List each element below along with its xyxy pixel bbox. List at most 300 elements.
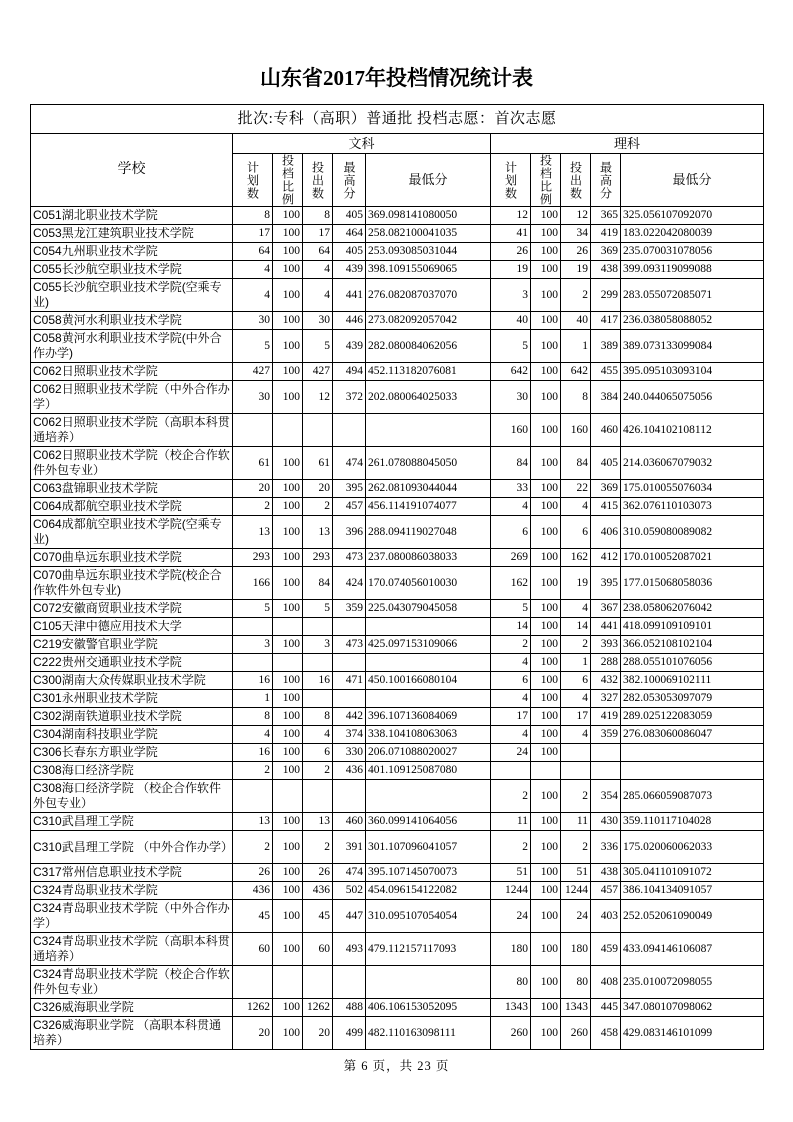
- row-wenke-out: 13: [303, 516, 333, 549]
- row-like-plan: 6: [491, 516, 531, 549]
- row-like-plan: 11: [491, 813, 531, 831]
- row-wenke-low: 276.082087037070: [366, 279, 491, 312]
- row-wenke-ratio: 100: [273, 864, 303, 882]
- row-wenke-plan: [233, 654, 273, 672]
- row-like-high: 408: [591, 966, 621, 999]
- row-school-name: C062日照职业技术学院: [31, 363, 233, 381]
- table-row: [31, 207, 764, 225]
- row-wenke-high: 488: [333, 999, 366, 1017]
- row-like-ratio: 100: [531, 900, 561, 933]
- row-like-plan: 33: [491, 480, 531, 498]
- table-row: [31, 381, 764, 414]
- row-like-ratio: 100: [531, 312, 561, 330]
- row-wenke-plan: 1: [233, 690, 273, 708]
- row-like-high: [591, 762, 621, 780]
- row-like-plan: 51: [491, 864, 531, 882]
- table-row: [31, 567, 764, 600]
- row-like-high: 369: [591, 480, 621, 498]
- row-wenke-out: [303, 690, 333, 708]
- row-wenke-out: 4: [303, 261, 333, 279]
- row-wenke-ratio: 100: [273, 261, 303, 279]
- page-title: 山东省2017年投档情况统计表: [260, 66, 533, 90]
- row-like-out: [561, 744, 591, 762]
- row-like-high: 327: [591, 690, 621, 708]
- row-like-ratio: 100: [531, 726, 561, 744]
- row-like-low: 366.052108102104: [621, 636, 764, 654]
- row-wenke-high: 499: [333, 1017, 366, 1050]
- row-wenke-out: 8: [303, 708, 333, 726]
- row-like-ratio: 100: [531, 882, 561, 900]
- row-like-out: 1: [561, 330, 591, 363]
- row-wenke-high: 473: [333, 549, 366, 567]
- row-like-ratio: 100: [531, 690, 561, 708]
- row-wenke-out: 13: [303, 813, 333, 831]
- row-school-name: C053黑龙江建筑职业技术学院: [31, 225, 233, 243]
- row-wenke-ratio: 100: [273, 900, 303, 933]
- row-like-low: 283.055072085071: [621, 279, 764, 312]
- row-school-name: C064成都航空职业技术学院(空乘专业): [31, 516, 233, 549]
- row-wenke-low: 288.094119027048: [366, 516, 491, 549]
- row-wenke-out: 30: [303, 312, 333, 330]
- row-like-high: 455: [591, 363, 621, 381]
- row-like-high: 384: [591, 381, 621, 414]
- row-school-name: C054九州职业技术学院: [31, 243, 233, 261]
- row-like-low: 235.010072098055: [621, 966, 764, 999]
- table-row: [31, 933, 764, 966]
- table-row: [31, 600, 764, 618]
- row-school-name: C310武昌理工学院 （中外合作办学）: [31, 831, 233, 864]
- row-school-name: C306长春东方职业学院: [31, 744, 233, 762]
- row-school-name: C070曲阜远东职业技术学院: [31, 549, 233, 567]
- row-like-plan: 1244: [491, 882, 531, 900]
- table-row: [31, 330, 764, 363]
- row-like-plan: 4: [491, 498, 531, 516]
- row-like-ratio: 100: [531, 744, 561, 762]
- row-wenke-out: [303, 966, 333, 999]
- row-like-high: 389: [591, 330, 621, 363]
- row-school-name: C304湖南科技职业学院: [31, 726, 233, 744]
- row-wenke-low: 338.104108063063: [366, 726, 491, 744]
- row-like-plan: 84: [491, 447, 531, 480]
- row-wenke-out: 61: [303, 447, 333, 480]
- row-wenke-plan: [233, 414, 273, 447]
- row-wenke-high: 447: [333, 900, 366, 933]
- row-wenke-high: 330: [333, 744, 366, 762]
- row-like-plan: 3: [491, 279, 531, 312]
- row-wenke-high: 391: [333, 831, 366, 864]
- row-wenke-ratio: 100: [273, 813, 303, 831]
- row-wenke-high: 460: [333, 813, 366, 831]
- row-like-low: 395.095103093104: [621, 363, 764, 381]
- row-like-out: 51: [561, 864, 591, 882]
- row-like-plan: 41: [491, 225, 531, 243]
- row-like-plan: 160: [491, 414, 531, 447]
- row-wenke-low: 369.098141080050: [366, 207, 491, 225]
- table-row: [31, 516, 764, 549]
- row-like-out: 80: [561, 966, 591, 999]
- row-wenke-low: 273.082092057042: [366, 312, 491, 330]
- row-wenke-plan: 8: [233, 207, 273, 225]
- row-wenke-plan: 45: [233, 900, 273, 933]
- row-wenke-plan: 4: [233, 279, 273, 312]
- row-like-low: 170.010052087021: [621, 549, 764, 567]
- row-wenke-ratio: 100: [273, 381, 303, 414]
- header-wenke-high: 最高分: [333, 154, 366, 207]
- table-row: [31, 618, 764, 636]
- row-like-high: 367: [591, 600, 621, 618]
- row-wenke-high: 464: [333, 225, 366, 243]
- row-school-name: C064成都航空职业技术学院: [31, 498, 233, 516]
- header-like-low: 最低分: [621, 154, 764, 207]
- table-row: [31, 726, 764, 744]
- row-wenke-low: 253.093085031044: [366, 243, 491, 261]
- row-wenke-ratio: 100: [273, 363, 303, 381]
- row-like-ratio: 100: [531, 708, 561, 726]
- row-like-low: 282.053053097079: [621, 690, 764, 708]
- row-wenke-low: 454.096154122082: [366, 882, 491, 900]
- row-like-high: 419: [591, 225, 621, 243]
- row-wenke-low: 170.074056010030: [366, 567, 491, 600]
- row-wenke-ratio: 100: [273, 726, 303, 744]
- row-like-high: 393: [591, 636, 621, 654]
- row-like-plan: 30: [491, 381, 531, 414]
- table-row: [31, 549, 764, 567]
- row-wenke-low: 237.080086038033: [366, 549, 491, 567]
- row-like-low: 175.010055076034: [621, 480, 764, 498]
- row-wenke-low: 482.110163098111: [366, 1017, 491, 1050]
- row-wenke-high: 473: [333, 636, 366, 654]
- row-like-ratio: 100: [531, 780, 561, 813]
- row-like-out: 4: [561, 690, 591, 708]
- row-wenke-high: 405: [333, 243, 366, 261]
- row-like-low: 426.104102108112: [621, 414, 764, 447]
- row-school-name: C310武昌理工学院: [31, 813, 233, 831]
- row-wenke-out: 60: [303, 933, 333, 966]
- row-wenke-plan: 60: [233, 933, 273, 966]
- table-row: [31, 225, 764, 243]
- row-wenke-low: 282.080084062056: [366, 330, 491, 363]
- row-wenke-low: 225.043079045058: [366, 600, 491, 618]
- row-wenke-high: 442: [333, 708, 366, 726]
- row-like-out: [561, 762, 591, 780]
- row-wenke-ratio: 100: [273, 225, 303, 243]
- row-like-plan: 40: [491, 312, 531, 330]
- row-like-low: 289.025122083059: [621, 708, 764, 726]
- row-like-ratio: 100: [531, 243, 561, 261]
- row-wenke-ratio: 100: [273, 516, 303, 549]
- row-wenke-high: 374: [333, 726, 366, 744]
- row-like-high: 445: [591, 999, 621, 1017]
- row-wenke-ratio: [273, 618, 303, 636]
- row-like-plan: 2: [491, 831, 531, 864]
- row-wenke-out: 84: [303, 567, 333, 600]
- statistics-table-container: [30, 104, 763, 1050]
- row-wenke-plan: 5: [233, 330, 273, 363]
- row-like-low: 177.015068058036: [621, 567, 764, 600]
- row-like-out: 2: [561, 636, 591, 654]
- table-row: [31, 762, 764, 780]
- row-wenke-high: 474: [333, 447, 366, 480]
- row-wenke-ratio: 100: [273, 600, 303, 618]
- row-like-ratio: 100: [531, 864, 561, 882]
- row-wenke-ratio: 100: [273, 831, 303, 864]
- row-school-name: C324青岛职业技术学院（校企合作软件外包专业）: [31, 966, 233, 999]
- row-like-high: 405: [591, 447, 621, 480]
- row-like-low: 418.099109109101: [621, 618, 764, 636]
- row-wenke-high: 439: [333, 330, 366, 363]
- header-wenke-ratio: 投档比例: [273, 154, 303, 207]
- table-row: [31, 243, 764, 261]
- row-wenke-out: 2: [303, 831, 333, 864]
- table-row: [31, 744, 764, 762]
- row-like-high: 415: [591, 498, 621, 516]
- row-like-out: 180: [561, 933, 591, 966]
- row-wenke-plan: 2: [233, 831, 273, 864]
- row-wenke-out: [303, 654, 333, 672]
- row-like-high: 438: [591, 261, 621, 279]
- row-wenke-ratio: 100: [273, 744, 303, 762]
- row-wenke-plan: 13: [233, 516, 273, 549]
- row-school-name: C326威海职业学院: [31, 999, 233, 1017]
- header-like-ratio: 投档比例: [531, 154, 561, 207]
- row-wenke-ratio: 100: [273, 636, 303, 654]
- row-like-plan: 1343: [491, 999, 531, 1017]
- row-wenke-plan: [233, 780, 273, 813]
- row-wenke-low: 206.071088020027: [366, 744, 491, 762]
- row-wenke-low: 425.097153109066: [366, 636, 491, 654]
- row-wenke-ratio: 100: [273, 279, 303, 312]
- row-wenke-plan: 5: [233, 600, 273, 618]
- row-wenke-plan: 26: [233, 864, 273, 882]
- row-wenke-plan: 17: [233, 225, 273, 243]
- row-like-high: 354: [591, 780, 621, 813]
- row-wenke-low: 202.080064025033: [366, 381, 491, 414]
- row-like-out: 642: [561, 363, 591, 381]
- row-like-high: 441: [591, 618, 621, 636]
- row-school-name: C301永州职业技术学院: [31, 690, 233, 708]
- row-wenke-low: 452.113182076081: [366, 363, 491, 381]
- row-wenke-out: 20: [303, 480, 333, 498]
- row-wenke-high: [333, 966, 366, 999]
- row-like-out: 2: [561, 780, 591, 813]
- row-school-name: C058黄河水利职业技术学院(中外合作办学): [31, 330, 233, 363]
- row-wenke-plan: 1262: [233, 999, 273, 1017]
- row-wenke-plan: 427: [233, 363, 273, 381]
- row-wenke-ratio: 100: [273, 498, 303, 516]
- row-wenke-ratio: 100: [273, 330, 303, 363]
- row-wenke-low: 301.107096041057: [366, 831, 491, 864]
- row-wenke-out: 2: [303, 762, 333, 780]
- row-like-low: 235.070031078056: [621, 243, 764, 261]
- row-wenke-low: 310.095107054054: [366, 900, 491, 933]
- row-like-low: 362.076110103073: [621, 498, 764, 516]
- row-like-plan: 19: [491, 261, 531, 279]
- row-wenke-plan: 16: [233, 744, 273, 762]
- row-wenke-plan: 30: [233, 381, 273, 414]
- row-wenke-high: 395: [333, 480, 366, 498]
- row-like-low: 386.104134091057: [621, 882, 764, 900]
- row-like-ratio: 100: [531, 618, 561, 636]
- row-like-low: 288.055101076056: [621, 654, 764, 672]
- row-wenke-low: 395.107145070073: [366, 864, 491, 882]
- row-wenke-low: 258.082100041035: [366, 225, 491, 243]
- row-like-out: 6: [561, 672, 591, 690]
- row-wenke-plan: 61: [233, 447, 273, 480]
- row-school-name: C317常州信息职业技术学院: [31, 864, 233, 882]
- row-wenke-out: 293: [303, 549, 333, 567]
- row-like-ratio: 100: [531, 207, 561, 225]
- row-like-ratio: 100: [531, 654, 561, 672]
- row-school-name: C219安徽警官职业学院: [31, 636, 233, 654]
- row-wenke-ratio: 100: [273, 207, 303, 225]
- row-like-plan: 162: [491, 567, 531, 600]
- row-wenke-plan: 64: [233, 243, 273, 261]
- row-like-out: 1343: [561, 999, 591, 1017]
- row-like-high: 395: [591, 567, 621, 600]
- row-school-name: C308海口经济学院: [31, 762, 233, 780]
- row-like-out: 2: [561, 831, 591, 864]
- row-wenke-plan: 2: [233, 762, 273, 780]
- header-wenke-out: 投出数: [303, 154, 333, 207]
- row-wenke-high: 436: [333, 762, 366, 780]
- row-like-out: 6: [561, 516, 591, 549]
- row-like-ratio: 100: [531, 1017, 561, 1050]
- batch-subtitle: 批次:专科（高职）普通批 投档志愿：首次志愿: [31, 105, 764, 134]
- row-like-low: 238.058062076042: [621, 600, 764, 618]
- row-like-low: 382.100069102111: [621, 672, 764, 690]
- row-like-ratio: 100: [531, 363, 561, 381]
- table-row: [31, 708, 764, 726]
- row-like-out: 12: [561, 207, 591, 225]
- row-like-high: 419: [591, 708, 621, 726]
- row-wenke-high: 396: [333, 516, 366, 549]
- row-wenke-low: [366, 414, 491, 447]
- table-row: [31, 882, 764, 900]
- row-wenke-out: 16: [303, 672, 333, 690]
- row-like-ratio: 100: [531, 549, 561, 567]
- row-wenke-high: 446: [333, 312, 366, 330]
- row-wenke-low: [366, 618, 491, 636]
- row-wenke-out: 64: [303, 243, 333, 261]
- row-like-high: 432: [591, 672, 621, 690]
- page-footer: 第 6 页，共 23 页: [343, 1059, 450, 1073]
- row-wenke-low: 396.107136084069: [366, 708, 491, 726]
- row-like-ratio: 100: [531, 225, 561, 243]
- row-wenke-low: [366, 966, 491, 999]
- row-wenke-ratio: [273, 780, 303, 813]
- row-like-ratio: 100: [531, 999, 561, 1017]
- row-wenke-out: 3: [303, 636, 333, 654]
- row-wenke-plan: [233, 618, 273, 636]
- row-school-name: C324青岛职业技术学院（高职本科贯通培养）: [31, 933, 233, 966]
- row-wenke-ratio: 100: [273, 672, 303, 690]
- row-like-low: 347.080107098062: [621, 999, 764, 1017]
- row-wenke-ratio: 100: [273, 882, 303, 900]
- group-header-science: 理科: [491, 134, 764, 154]
- table-row: [31, 363, 764, 381]
- row-like-plan: 4: [491, 690, 531, 708]
- table-body: [31, 207, 764, 1050]
- row-like-ratio: 100: [531, 414, 561, 447]
- row-wenke-high: [333, 654, 366, 672]
- row-like-low: 236.038058088052: [621, 312, 764, 330]
- row-like-plan: 5: [491, 600, 531, 618]
- row-wenke-out: 20: [303, 1017, 333, 1050]
- row-wenke-high: 372: [333, 381, 366, 414]
- subtitle-row: [31, 105, 764, 134]
- row-school-name: C055长沙航空职业技术学院: [31, 261, 233, 279]
- row-like-low: 399.093119099088: [621, 261, 764, 279]
- row-wenke-ratio: 100: [273, 999, 303, 1017]
- row-like-out: 19: [561, 261, 591, 279]
- row-like-high: 459: [591, 933, 621, 966]
- row-like-high: 299: [591, 279, 621, 312]
- row-like-high: 458: [591, 1017, 621, 1050]
- row-wenke-plan: 3: [233, 636, 273, 654]
- row-like-low: 252.052061090049: [621, 900, 764, 933]
- row-like-ratio: 100: [531, 567, 561, 600]
- row-like-ratio: 100: [531, 330, 561, 363]
- table-row: [31, 480, 764, 498]
- row-wenke-out: 6: [303, 744, 333, 762]
- row-wenke-high: 502: [333, 882, 366, 900]
- row-like-high: 403: [591, 900, 621, 933]
- row-wenke-ratio: 100: [273, 690, 303, 708]
- row-like-out: 84: [561, 447, 591, 480]
- table-row: [31, 261, 764, 279]
- row-like-ratio: 100: [531, 600, 561, 618]
- row-like-high: 406: [591, 516, 621, 549]
- row-wenke-plan: 2: [233, 498, 273, 516]
- table-row: [31, 312, 764, 330]
- row-wenke-ratio: 100: [273, 447, 303, 480]
- table-row: [31, 831, 764, 864]
- row-wenke-plan: 436: [233, 882, 273, 900]
- row-wenke-plan: 20: [233, 480, 273, 498]
- row-like-plan: 24: [491, 744, 531, 762]
- row-like-low: 276.083060086047: [621, 726, 764, 744]
- row-wenke-high: 359: [333, 600, 366, 618]
- row-like-out: 19: [561, 567, 591, 600]
- row-like-ratio: 100: [531, 480, 561, 498]
- row-school-name: C058黄河水利职业技术学院: [31, 312, 233, 330]
- row-like-high: [591, 744, 621, 762]
- row-wenke-out: 1262: [303, 999, 333, 1017]
- row-school-name: C063盘锦职业技术学院: [31, 480, 233, 498]
- row-like-ratio: 100: [531, 381, 561, 414]
- row-wenke-out: 4: [303, 726, 333, 744]
- row-like-high: 457: [591, 882, 621, 900]
- row-wenke-ratio: 100: [273, 567, 303, 600]
- row-like-plan: 24: [491, 900, 531, 933]
- row-like-out: 17: [561, 708, 591, 726]
- header-wenke-plan: 计划数: [233, 154, 273, 207]
- header-wenke-low: 最低分: [366, 154, 491, 207]
- row-school-name: C324青岛职业技术学院: [31, 882, 233, 900]
- row-like-plan: 80: [491, 966, 531, 999]
- row-like-high: 336: [591, 831, 621, 864]
- row-wenke-high: [333, 690, 366, 708]
- row-like-plan: 5: [491, 330, 531, 363]
- row-like-ratio: 100: [531, 516, 561, 549]
- row-wenke-low: [366, 780, 491, 813]
- row-like-high: 438: [591, 864, 621, 882]
- row-like-plan: 17: [491, 708, 531, 726]
- row-like-plan: [491, 762, 531, 780]
- row-like-out: 8: [561, 381, 591, 414]
- row-wenke-high: [333, 780, 366, 813]
- row-like-out: 160: [561, 414, 591, 447]
